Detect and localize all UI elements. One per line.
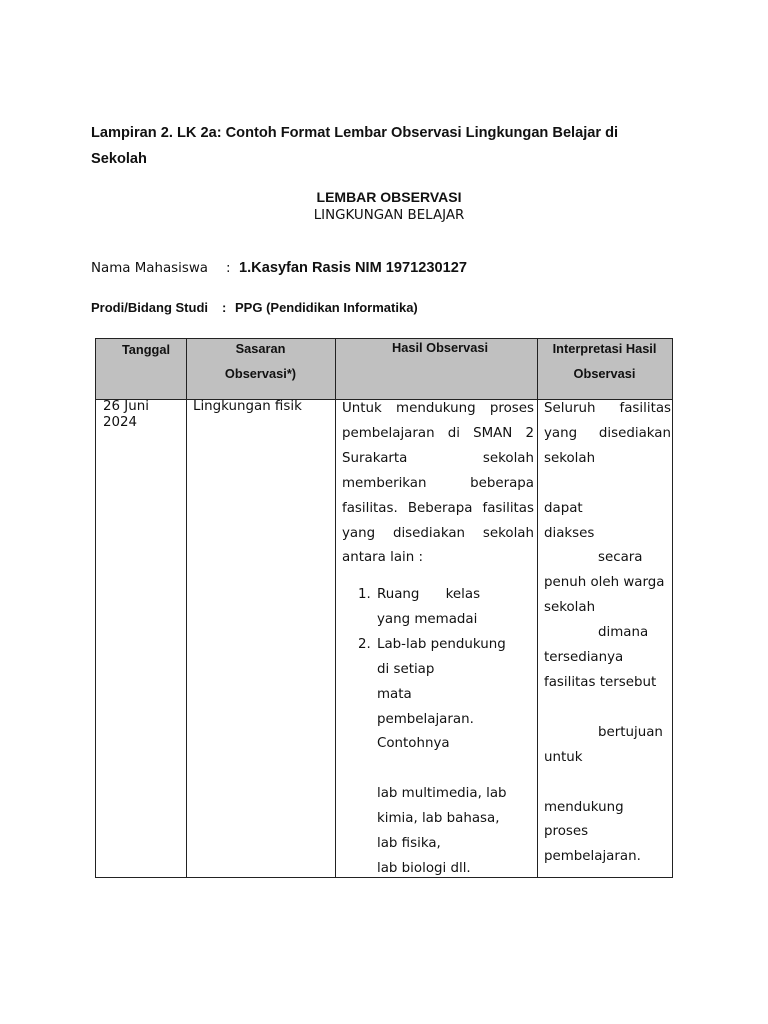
cell-tanggal (103, 399, 149, 431)
list-item-line: lab biologi dll. (377, 860, 471, 876)
cell-hasil-list (358, 583, 528, 882)
hasil-intro-line: memberikan beberapa (342, 475, 534, 491)
cell-interpretasi (544, 397, 671, 870)
hasil-intro-line: yang disediakan sekolah (342, 525, 534, 541)
list-item-line: pembelajaran. (377, 711, 474, 727)
header-interpretasi (537, 336, 672, 386)
cell-sasaran: Lingkungan fisik (193, 399, 302, 414)
interpretasi-line: sekolah (544, 450, 596, 466)
list-item-line: yang memadai (377, 611, 478, 627)
sheet-heading: LEMBAR OBSERVASI (316, 189, 462, 205)
title-line-1: Lampiran 2. LK 2a: Contoh Format Lembar Observasi Lingkungan Belajar di (91, 125, 619, 141)
list-item-number: 2. (358, 636, 371, 652)
hasil-intro-line: antara lain : (342, 550, 424, 566)
cell-tanggal-line-1: 26 Juni (103, 399, 149, 414)
title-line-2: Sekolah (91, 151, 147, 167)
nama-label: Nama Mahasiswa (91, 261, 209, 276)
column-divider (186, 339, 187, 877)
list-item-line (377, 757, 528, 782)
column-divider (335, 339, 336, 877)
interpretasi-line: untuk (544, 749, 583, 765)
list-item-line: di setiap (377, 661, 435, 677)
interpretasi-line: pembelajaran. (544, 849, 641, 865)
interpretasi-line: penuh oleh warga (544, 575, 665, 591)
list-item-line: mata (377, 686, 412, 702)
interpretasi-line: dapat (544, 500, 583, 516)
sheet-subheading: LINGKUNGAN BELAJAR (313, 208, 465, 223)
header-sasaran (186, 336, 335, 386)
nama-value: 1.Kasyfan Rasis NIM 1971230127 (239, 260, 467, 276)
hasil-intro-line: fasilitas. Beberapa fasilitas (342, 500, 534, 516)
cell-tanggal-line-2: 2024 (103, 415, 138, 430)
interpretasi-line (544, 771, 671, 796)
interpretasi-line: tersedianya (544, 650, 624, 666)
header-sasaran-line-2: Observasi*) (224, 366, 297, 381)
list-item-number: 1. (358, 587, 371, 602)
observation-table (95, 338, 673, 878)
header-tanggal: Tanggal (121, 342, 171, 357)
header-interpretasi-line-1: Interpretasi Hasil (552, 341, 657, 356)
prodi-label: Prodi/Bidang Studi (91, 300, 208, 315)
hasil-intro-line: pembelajaran di SMAN 2 (342, 425, 534, 441)
hasil-intro-line: Surakarta sekolah (342, 450, 534, 466)
list-item (358, 583, 528, 633)
list-item (358, 633, 528, 882)
interpretasi-line: secara (598, 550, 643, 566)
column-divider (537, 339, 538, 877)
prodi-value: PPG (Pendidikan Informatika) (235, 300, 418, 315)
interpretasi-line: sekolah (544, 600, 596, 616)
list-item-line: kimia, lab bahasa, (377, 811, 500, 827)
list-item-line: Ruang kelas (377, 587, 481, 602)
interpretasi-line: dimana (598, 625, 649, 641)
header-sasaran-line-1: Sasaran (235, 341, 286, 356)
list-item-line: lab fisika, (377, 836, 441, 852)
interpretasi-line: fasilitas tersebut (544, 674, 657, 690)
header-interpretasi-line-2: Observasi (573, 366, 636, 381)
interpretasi-line: bertujuan (598, 724, 663, 740)
interpretasi-line: diakses (544, 525, 595, 541)
interpretasi-line: mendukung (544, 799, 624, 815)
nama-separator: : (226, 261, 231, 276)
prodi-separator: : (222, 300, 227, 315)
list-item-line: Lab-lab pendukung (377, 636, 506, 652)
interpretasi-line (544, 472, 671, 497)
list-item-line: Contohnya (377, 736, 450, 752)
interpretasi-line: yang disediakan (544, 425, 671, 441)
cell-hasil-intro (342, 397, 534, 571)
interpretasi-line: Seluruh fasilitas (544, 401, 671, 416)
interpretasi-line (544, 696, 671, 721)
interpretasi-line: proses (544, 824, 589, 840)
header-hasil: Hasil Observasi (391, 340, 489, 355)
hasil-intro-line: Untuk mendukung proses (342, 401, 534, 416)
list-item-line: lab multimedia, lab (377, 786, 507, 802)
document-title (91, 120, 691, 172)
